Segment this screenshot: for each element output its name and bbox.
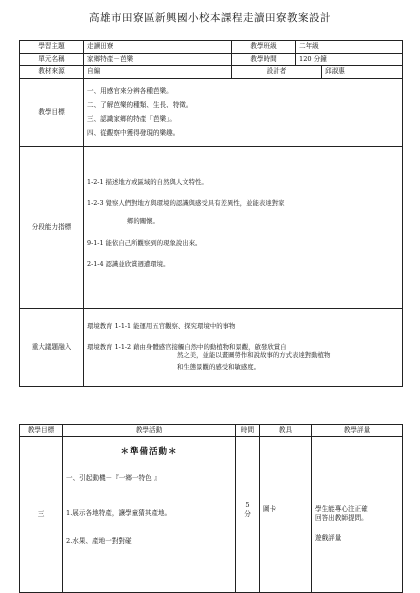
goal-item: 三、認識家鄉的特產「芭樂」。 (87, 115, 177, 123)
capabilities-list (84, 146, 403, 308)
activity-cell (63, 437, 236, 593)
designer-label: 設計者 (232, 66, 322, 79)
goal-cell: 三 (20, 437, 63, 593)
goal-item: 四、從觀察中獲得發現的樂趣。 (87, 129, 180, 137)
issues-label: 重大議題融入 (20, 308, 84, 386)
issue-line: 環境教育 1-1-1 能運用五官觀察、探究環境中的事物 (87, 322, 236, 331)
time-value: 5 (245, 501, 250, 509)
capability-item: 鄉的關懷。 (127, 217, 159, 226)
header-goal: 教學目標 (20, 425, 63, 437)
time-cell (236, 437, 260, 593)
evaluation-cell (312, 437, 403, 593)
issue-line: 環境教育 1-1-2 藉由身體感官接觸自然中的動植物和景觀，啟發欣賞自 (87, 342, 287, 351)
activity-line: 1.展示各地特產，讓學童猜其產地。 (66, 508, 172, 517)
tools-cell (260, 437, 312, 593)
subject-value: 走讀田寮 (84, 41, 232, 54)
activity-line: 一、引起動機－『一鄉一特色 』 (66, 474, 161, 483)
time-unit: 分 (244, 509, 251, 518)
class-value: 二年級 (296, 41, 403, 54)
source-value: 自編 (84, 66, 232, 79)
issue-line: 然之美，並能以畫圖勞作和說故事的方式表達對動植物 (177, 351, 331, 359)
header-time: 時間 (236, 425, 260, 437)
issue-line: 和生態景觀的感受和敏感度。 (177, 363, 261, 372)
goal-item: 一、用感官來分辨各種芭樂。 (87, 87, 173, 95)
capability-item: 1-2-3 覺察人們對地方與環境的認識與感受具有差異性，並能表達對家 (87, 199, 285, 207)
header-activity: 教學活動 (63, 425, 236, 437)
subject-label: 學習主題 (20, 41, 84, 54)
unit-label: 單元名稱 (20, 53, 84, 66)
activity-line: 2.水果、產地一對對碰 (66, 537, 132, 546)
goal-item: 二、了解芭樂的種類、生長、特徵。 (87, 101, 193, 109)
prep-heading: ＊準備活動＊ (120, 447, 178, 457)
evaluation-line: 回答出教師提問。 (315, 513, 368, 522)
page-title: 高雄市田寮區新興國小校本課程走讀田寮教案設計 (89, 12, 331, 24)
source-label: 教材來源 (20, 66, 84, 79)
time-value: 120 分鐘 (296, 53, 403, 66)
lesson-info-table (19, 40, 403, 387)
designer-value: 邱淑惠 (322, 66, 403, 79)
unit-value: 家鄉特產－芭樂 (84, 53, 232, 66)
class-label: 教學班級 (232, 41, 296, 54)
issues-content (84, 308, 403, 386)
goals-label: 教學目標 (20, 78, 84, 146)
evaluation-line: 遊戲評量 (315, 534, 342, 543)
capability-item: 2-1-4 認識並欣賞週遭環境。 (87, 259, 170, 268)
time-label: 教學時間 (232, 53, 296, 66)
header-evaluation: 教學評量 (312, 425, 403, 437)
header-tools: 教具 (260, 425, 312, 437)
evaluation-line: 學生能專心注正確 (315, 505, 368, 513)
capability-item: 9-1-1 能依自己所觀察到的現象說出來。 (87, 238, 202, 247)
capability-item: 1-2-1 描述地方或區域的自然與人文特性。 (87, 177, 208, 186)
tool-item: 圖卡 (263, 505, 277, 513)
activity-table (19, 424, 403, 593)
goals-list (84, 78, 403, 146)
capabilities-label: 分段能力指標 (20, 146, 84, 308)
